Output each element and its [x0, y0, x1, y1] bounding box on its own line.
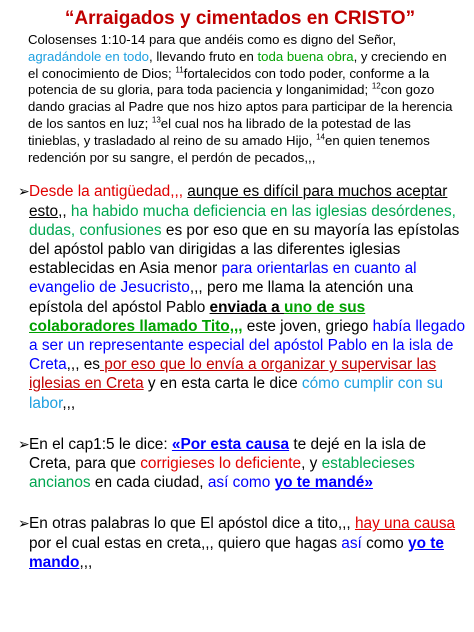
- quote-highlight-agradandole: agradándole en todo: [28, 48, 149, 64]
- bullet-paragraph-2: [18, 435, 469, 493]
- bullet-paragraph-1: [18, 182, 469, 412]
- quote-highlight-buena-obra: toda buena obra: [257, 48, 354, 64]
- bullet-text-blue: para orientarlas en cuanto al evangelio de Jesucristo: [29, 260, 417, 297]
- slide-title: “Arraigados y cimentados en CRISTO”: [64, 8, 416, 29]
- bullet-text-bold-green: uno de sus colaboradores llamado Tito,,,: [29, 298, 366, 335]
- bullet-text-bold-blue: yo te mandé»: [274, 474, 373, 492]
- bullet-text-underlined: aunque es difícil para muchos aceptar esto: [29, 183, 448, 220]
- bullet-text-bold: enviada a: [209, 298, 284, 316]
- bullet-text: Desde la antigüedad,,,: [29, 183, 188, 201]
- bullet-text-green: establecieses ancianos: [29, 455, 415, 492]
- bullet-text: En otras palabras lo que El apóstol dice a tito,,,: [29, 515, 355, 533]
- bullet-text: ,,, pero me llama la atención una epístola del apóstol Pablo: [29, 279, 414, 316]
- bullet-text: ,,,: [62, 394, 76, 412]
- arrow-bullet-icon: ➢: [18, 515, 30, 532]
- bullet-text-cyan: cómo cumplir con su labor: [29, 375, 444, 412]
- bible-quote: [28, 32, 458, 166]
- verse-number: 13: [151, 115, 161, 125]
- verse-number: 11: [175, 65, 184, 75]
- bullet-text: ,,,: [79, 553, 93, 571]
- verse-number: 14: [316, 132, 325, 142]
- arrow-bullet-icon: ➢: [18, 435, 30, 452]
- quote-text: el cual nos ha librado de la potestad de las tinieblas, y trasladado al reino de su amado Hijo,: [28, 115, 411, 148]
- bullet-text: ,,: [58, 202, 71, 220]
- bullet-text-blue: había llegado a ser un representante especial del apóstol Pablo en la isla de Creta: [29, 317, 466, 374]
- bullet-text: por el cual estas en creta,,, quiero que hagas: [29, 534, 342, 552]
- quote-text: con gozo dando gracias al Padre que nos hizo aptos para participar de la herencia de los santos en luz;: [28, 82, 453, 131]
- bullet-text-red: corrigieses lo deficiente: [140, 455, 302, 473]
- bullet-text-bold-blue: yo te mando: [29, 534, 444, 571]
- quote-text: Colosenses 1:10-14 para que andéis como es digno del Señor,: [28, 32, 397, 47]
- bullet-text-green: ha habido mucha deficiencia en las iglesias desórdenes, dudas, confusiones: [29, 202, 456, 239]
- quote-text: , llevando fruto en: [149, 48, 258, 64]
- verse-number: 12: [371, 82, 381, 91]
- bullet-text-blue: así: [341, 534, 362, 552]
- bullet-text: en cada ciudad,: [90, 474, 208, 492]
- bullet-text-blue: así como: [207, 474, 275, 492]
- bullet-text: , y: [301, 455, 322, 473]
- bullet-text: ,,, es: [66, 356, 100, 374]
- quote-text: , y creciendo en el conocimiento de Dios;: [28, 48, 447, 81]
- bullet-paragraph-3: [18, 514, 469, 572]
- bullet-list: [18, 182, 466, 572]
- bullet-text: como: [361, 534, 409, 552]
- bullet-text: En el cap1:5 le dice:: [29, 435, 172, 453]
- bullet-text: es por eso que en su mayoría las epístolas del apóstol pablo van dirigidas a las diferentes iglesias establecidas en Asia menor: [29, 221, 460, 278]
- bullet-text-bold-blue: «Por esta causa: [171, 435, 290, 453]
- bullet-text: te dejé en la isla de Creta, para que: [29, 435, 427, 473]
- bullet-text: y en esta carta le dice: [143, 375, 302, 393]
- quote-text: fortalecidos con todo poder, conforme a la potencia de su gloria, para toda paciencia y longanimidad;: [28, 65, 430, 98]
- quote-text: en quien tenemos redención por su sangre, el perdón de pecados,,,: [28, 132, 430, 165]
- bullet-text: este joven, griego: [242, 317, 373, 335]
- bullet-text-red-underlined: por eso que lo envía a organizar y supervisar las iglesias en Creta: [29, 356, 437, 393]
- bullet-text-red-underlined: hay una causa: [354, 515, 456, 533]
- arrow-bullet-icon: ➢: [18, 183, 30, 200]
